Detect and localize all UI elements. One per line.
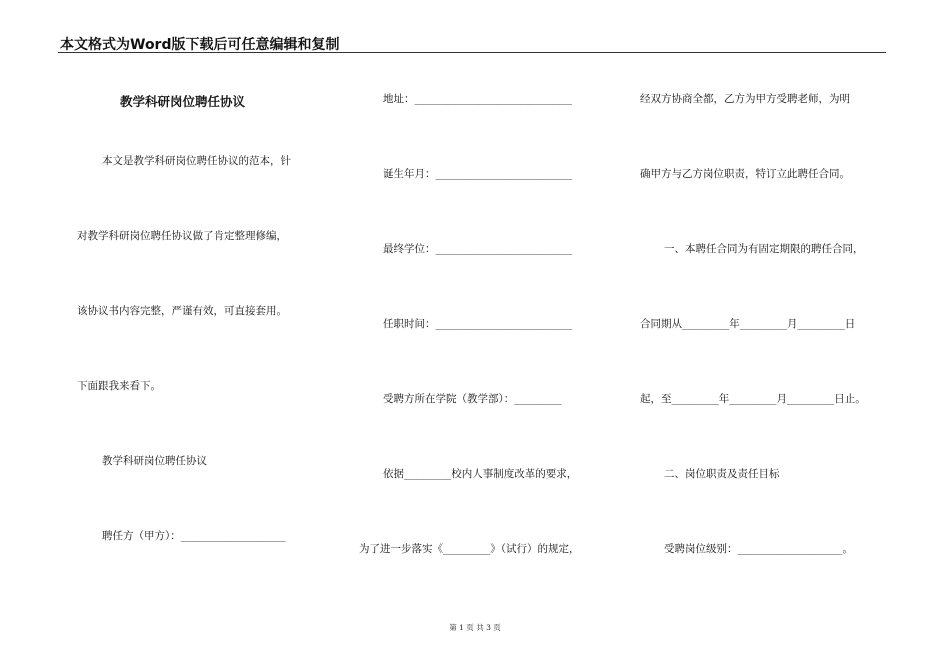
col2-line-5: 受聘方所在学院（教学部）：_________ [383, 393, 562, 405]
col1-line-3: 该协议书内容完整，严谨有效，可直接套用。 [77, 305, 287, 317]
col3-line-7: 受聘岗位级别：____________________。 [664, 543, 853, 555]
col2-line-6: 依据_________校内人事制度改革的要求， [383, 468, 578, 480]
page-number: 第 1 页 共 3 页 [449, 623, 501, 632]
col3-line-2: 确甲方与乙方岗位职责，特订立此聘任合同。 [640, 168, 850, 180]
header-divider [58, 52, 886, 53]
col2-line-2: 诞生年月：__________________________ [383, 168, 572, 180]
col2-line-1: 地址：______________________________ [383, 93, 572, 105]
col3-line-5: 起，至_________年_________月_________日止。 [640, 393, 866, 405]
col1-line-5: 教学科研岗位聘任协议 [102, 455, 207, 467]
col3-line-1: 经双方协商全都，乙方为甲方受聘老师，为明 [640, 93, 850, 105]
col1-line-1: 本文是教学科研岗位聘任协议的范本，针 [102, 155, 291, 167]
col3-line-4: 合同期从_________年_________月_________日 [640, 318, 856, 330]
document-title: 教学科研岗位聘任协议 [120, 94, 246, 109]
col1-line-2: 对教学科研岗位聘任协议做了肯定整理修编， [77, 230, 287, 242]
header-title: 本文格式为Word版下载后可任意编辑和复制 [60, 37, 340, 53]
col1-line-6: 聘任方（甲方）：____________________ [102, 530, 286, 542]
col2-line-7: 为了进一步落实《_________》（试行）的规定， [359, 543, 580, 555]
col3-line-3: 一、本聘任合同为有固定期限的聘任合同， [664, 243, 864, 255]
col3-line-6: 二、岗位职责及责任目标 [664, 468, 780, 480]
col2-line-3: 最终学位：__________________________ [383, 243, 572, 255]
col2-line-4: 任职时间：__________________________ [383, 318, 572, 330]
col1-line-4: 下面跟我来看下。 [77, 380, 161, 392]
